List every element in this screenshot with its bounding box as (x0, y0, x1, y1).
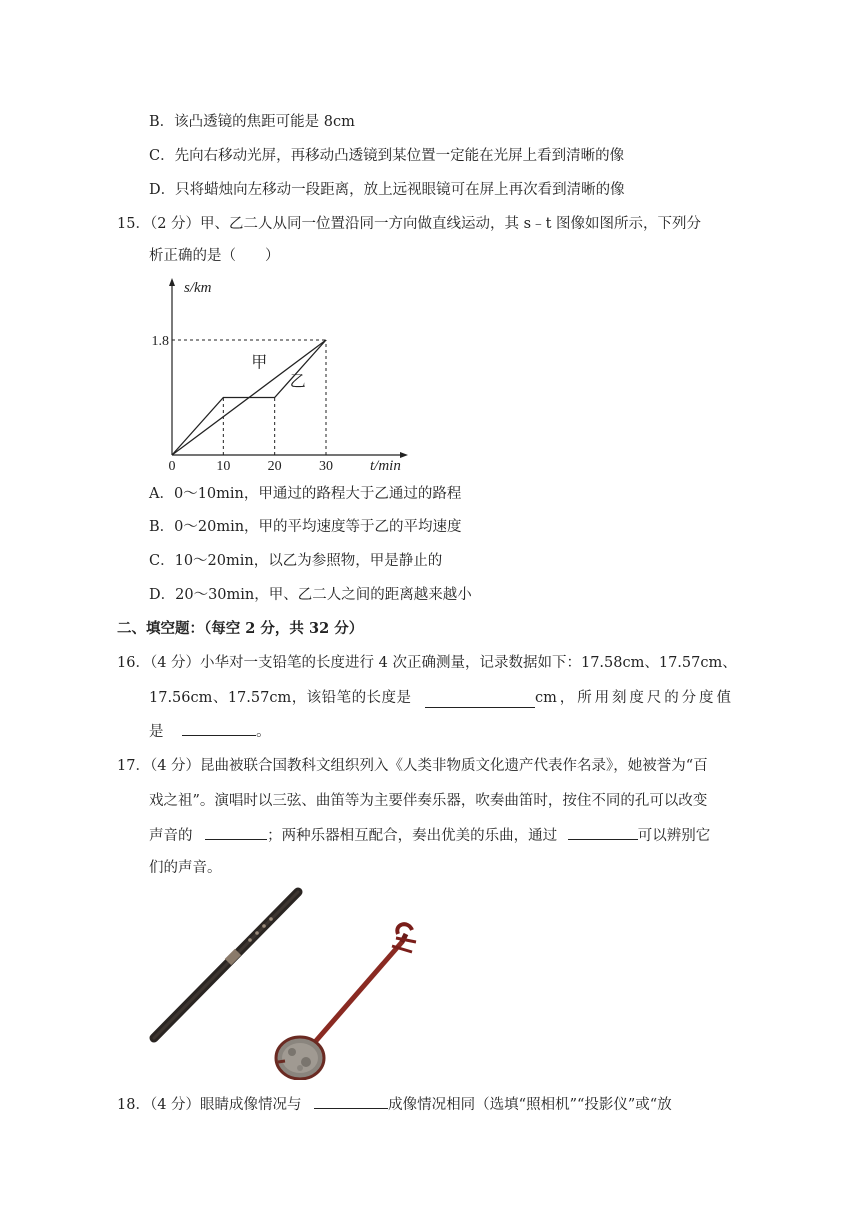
flute-icon (154, 892, 298, 1038)
q17-answer-blank-2[interactable] (568, 825, 638, 840)
q17-stem-line3 (149, 825, 710, 846)
series-line-2 (172, 340, 326, 455)
q16-char: 该 (306, 690, 322, 706)
y-axis-label: s/km (184, 280, 212, 296)
q16-char: 笔 (336, 690, 352, 706)
q16-char: 刻 (612, 690, 627, 706)
q16-stem-line1: 16．（4 分）小华对一支铅笔的长度进行 4 次正确测量，记录数据如下：17.58cm、17.57cm、 (117, 655, 737, 671)
q16-answer-blank-1[interactable] (425, 693, 535, 708)
x-axis-arrow (400, 452, 408, 458)
y-axis-arrow (169, 278, 175, 286)
x-tick-label: 10 (216, 459, 231, 474)
sanxian-icon (276, 924, 416, 1079)
q17-stem-line2: 戏之祖”。演唱时以三弦、曲笛等为主要伴奏乐器，吹奏曲笛时，按住不同的孔可以改变 (149, 793, 708, 809)
q16-char: 的 (664, 690, 679, 706)
q16-stem-line3 (149, 721, 271, 742)
q16-sep: 、 (212, 690, 228, 706)
q15-option-c: C．10～20min，以乙为参照物，甲是静止的 (149, 553, 443, 569)
st-graph (150, 270, 420, 475)
q16-char: 分 (681, 690, 697, 706)
q17-stem-line1: 17．（4 分）昆曲被联合国教科文组织列入《人类非物质文化遗产代表作名录》，她被誉为“百 (117, 758, 708, 774)
instruments-image (140, 880, 440, 1080)
q16-char: 值 (716, 690, 731, 706)
q16-period: 。 (256, 724, 271, 740)
q18-answer-blank-1[interactable] (314, 1094, 388, 1109)
q16-stem-line2 (149, 688, 731, 708)
q16-comma: ， (559, 690, 575, 706)
q16-char: 铅 (321, 690, 337, 706)
q16-char: 度 (629, 690, 644, 706)
q17-stem-line4: 们的声音。 (149, 860, 222, 876)
q17-text: 可以辨别它 (637, 828, 711, 844)
q16-value-3: 17.56cm (149, 690, 213, 706)
q18-stem-line1 (117, 1094, 672, 1115)
q16-char: 长 (366, 690, 382, 706)
y-tick-label: 1.8 (151, 334, 169, 349)
q16-char: 度 (381, 690, 396, 706)
q16-char: 用 (594, 690, 610, 706)
q18-text: 18．（4 分）眼睛成像情况与 (117, 1097, 302, 1113)
q15-stem-line2: 析正确的是（ ） (149, 248, 280, 264)
q16-answer-blank-2[interactable] (182, 721, 256, 736)
q18-text: 成像情况相同（选填“照相机”“投影仪”或“放 (388, 1097, 672, 1113)
q16-char: 的 (351, 690, 367, 706)
q16-char: 所 (577, 690, 592, 706)
q16-text: 是 (149, 724, 164, 740)
x-axis-label: t/min (370, 458, 401, 474)
section-heading: 二、填空题：（每空 2 分，共 32 分） (117, 620, 364, 637)
q14-option-d: D．只将蜡烛向左移动一段距离，放上远视眼镜可在屏上再次看到清晰的像 (149, 182, 625, 198)
q17-text: 声音的 (149, 828, 193, 844)
q15-option-a: A．0～10min，甲通过的路程大于乙通过的路程 (149, 486, 462, 502)
series-label-yi: 乙 (289, 373, 306, 391)
x-tick-label: 0 (168, 459, 176, 474)
q16-char: 是 (396, 690, 411, 706)
series-label-jia: 甲 (251, 354, 268, 372)
q16-unit: cm (535, 690, 557, 706)
x-tick-label: 30 (319, 459, 333, 474)
q16-char: 度 (699, 690, 714, 706)
q16-comma: ， (291, 690, 307, 706)
q15-option-b: B．0～20min，甲的平均速度等于乙的平均速度 (149, 519, 462, 535)
q16-value-4: 17.57cm (227, 690, 292, 706)
q14-option-c: C．先向右移动光屏，再移动凸透镜到某位置一定能在光屏上看到清晰的像 (149, 148, 625, 164)
q15-option-d: D．20～30min，甲、乙二人之间的距离越来越小 (149, 587, 472, 603)
q17-answer-blank-1[interactable] (205, 825, 267, 840)
x-tick-label: 20 (267, 459, 282, 474)
q14-option-b: B．该凸透镜的焦距可能是 8cm (149, 114, 355, 130)
q17-text: ；两种乐器相互配合，奏出优美的乐曲，通过 (267, 828, 558, 844)
q16-char: 尺 (646, 690, 662, 706)
q15-stem-line1: 15．（2 分）甲、乙二人从同一位置沿同一方向做直线运动，其 s﹣t 图像如图所示，下列分 (117, 216, 702, 232)
